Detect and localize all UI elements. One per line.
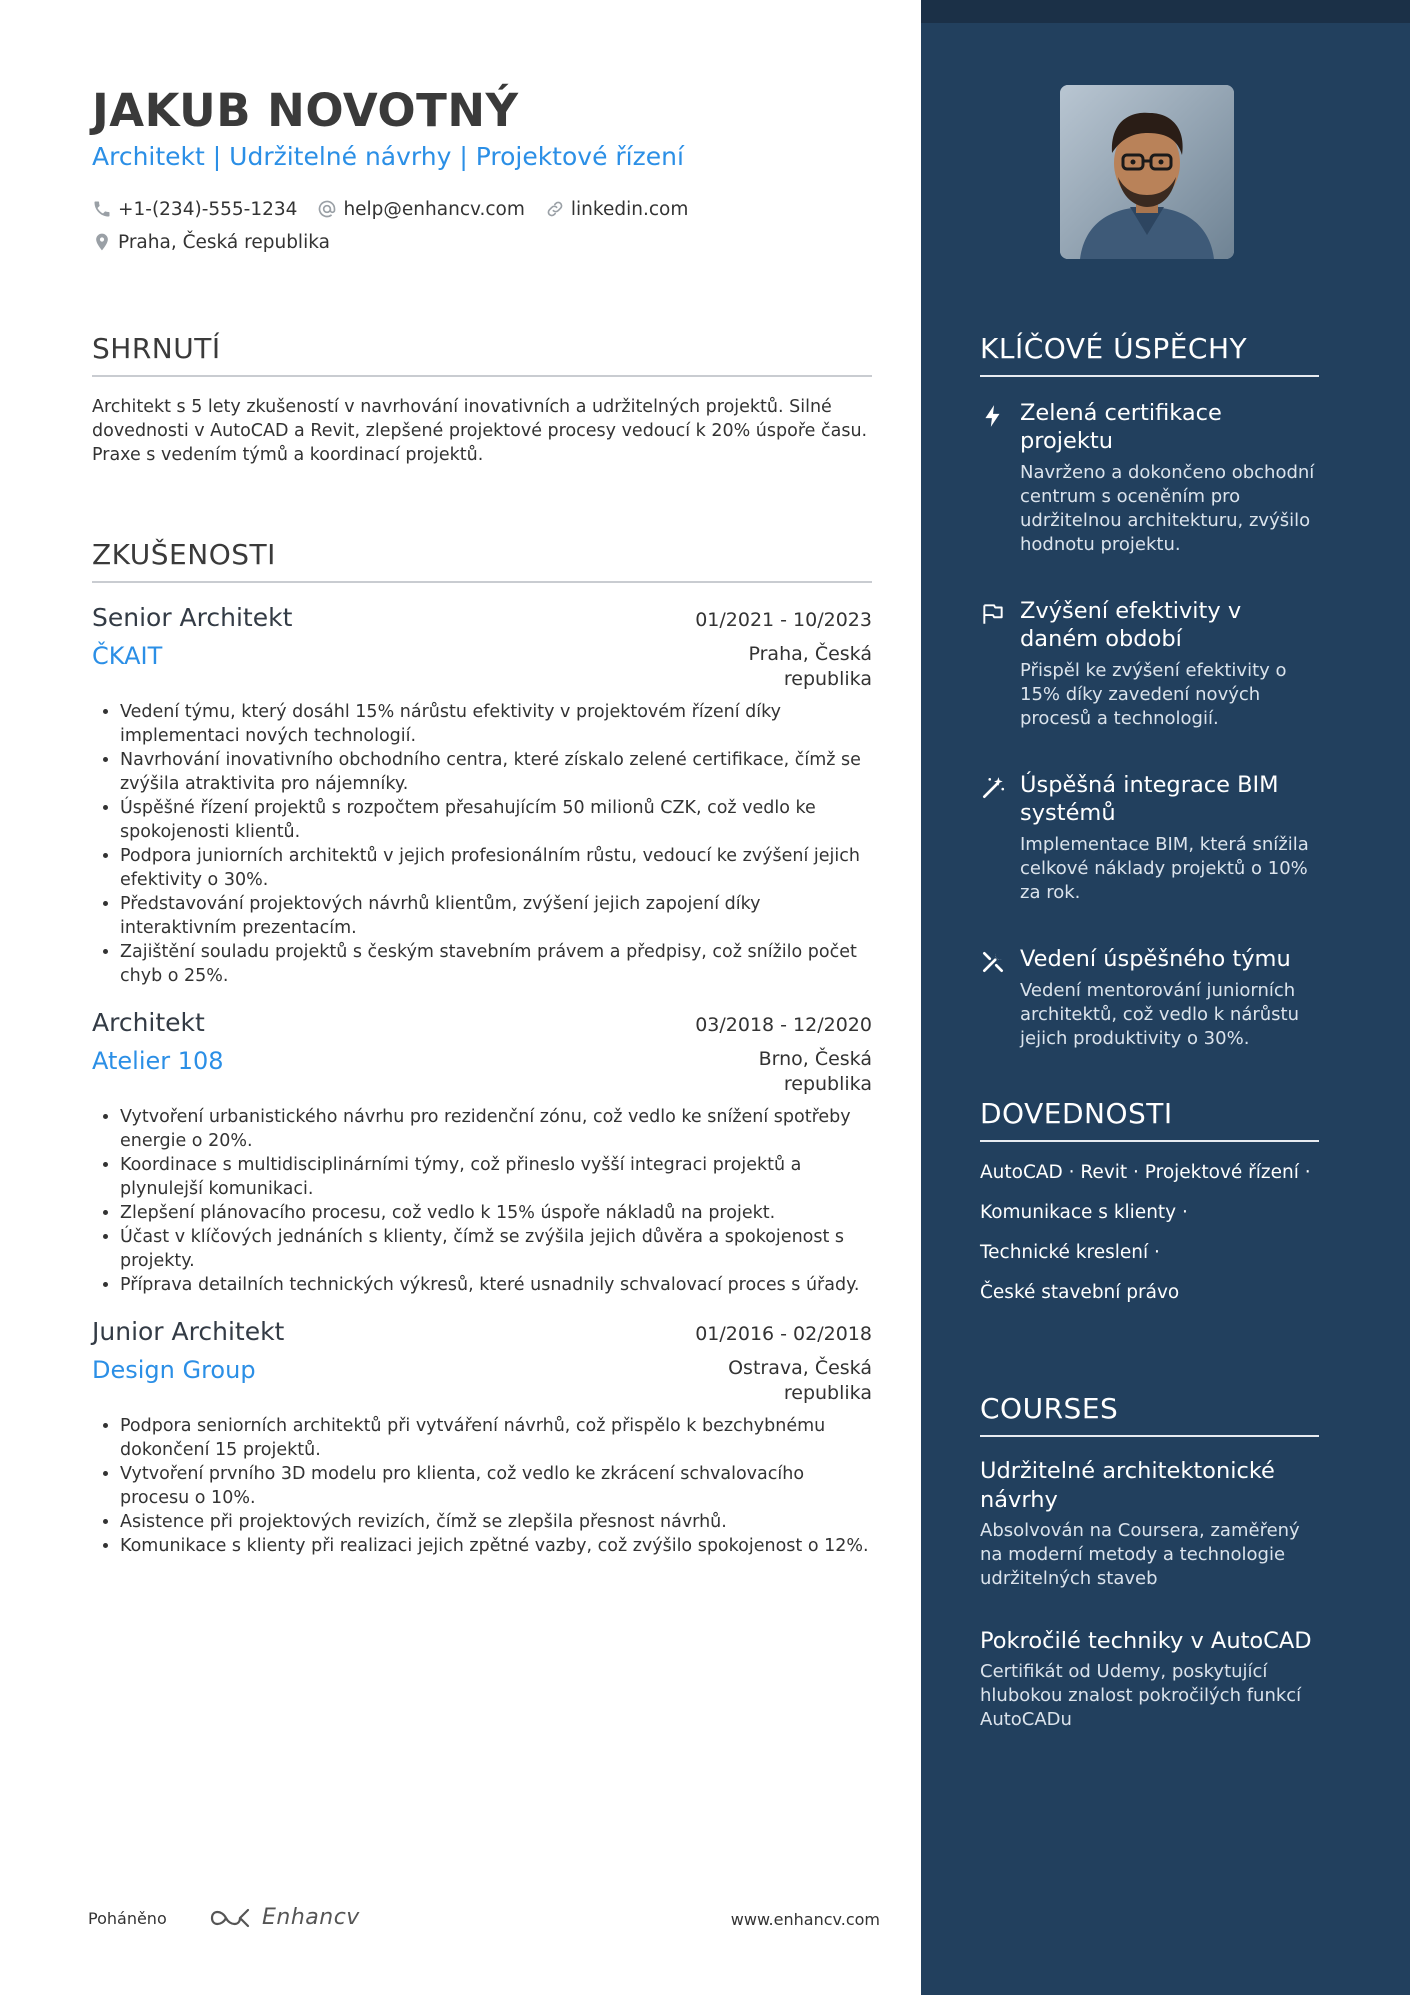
powered-by-label: Poháněno xyxy=(88,1909,167,1928)
experience-section xyxy=(92,538,872,1558)
course-title: Pokročilé techniky v AutoCAD xyxy=(980,1628,1312,1654)
at-icon xyxy=(317,199,337,219)
achievement-title: Vedení úspěšného týmu xyxy=(1020,946,1291,972)
headline: Architekt | Udržitelné návrhy | Projektové řízení xyxy=(92,142,684,171)
list-item: • Koordinace s multidisciplinárními týmy, což přineslo vyšší integraci projektů a plynulejší komunikaci. xyxy=(120,1153,872,1201)
job-location: Brno, Česká republika xyxy=(758,1048,872,1095)
job-title: Junior Architekt xyxy=(92,1317,285,1346)
achievement-title: Zvýšení efektivity v daném období xyxy=(1020,598,1242,652)
profile-photo xyxy=(1060,85,1234,259)
magic-wand-icon xyxy=(980,775,1006,801)
linkedin-text: linkedin.com xyxy=(570,198,689,220)
job-title: Architekt xyxy=(92,1008,205,1037)
skill-line: České stavební právo xyxy=(980,1282,1180,1303)
job-title: Senior Architekt xyxy=(92,603,293,632)
achievement-title: Zelená certifikace projektu xyxy=(1020,400,1222,454)
sidebar-top-band xyxy=(921,0,1410,23)
job-entry xyxy=(92,1008,872,1297)
skill-line: Technické kreslení · xyxy=(980,1242,1160,1263)
achievement-item xyxy=(980,771,1319,905)
list-item: • Zlepšení plánovacího procesu, což vedlo k 15% úspoře nákladů na projekt. xyxy=(120,1201,872,1225)
list-item: • Vytvoření urbanistického návrhu pro rezidenční zónu, což vedlo ke snížení spotřeby energie o 20%. xyxy=(120,1105,872,1153)
job-entry xyxy=(92,1317,872,1558)
achievement-desc: Navrženo a dokončeno obchodní centrum s oceněním pro udržitelnou architekturu, zvýšilo hodnotu projektu. xyxy=(1020,462,1315,555)
enhancv-logo[interactable] xyxy=(208,1905,360,1930)
linkedin-contact[interactable] xyxy=(545,199,688,220)
course-desc: Absolvován na Coursera, zaměřený na moderní metody a technologie udržitelných staveb xyxy=(980,1520,1300,1589)
list-item: • Účast v klíčových jednáních s klienty, čímž se zvýšila jejich důvěra a spokojenost s projekty. xyxy=(120,1225,872,1273)
job-dates: 01/2021 - 10/2023 xyxy=(695,609,872,631)
list-item: • Úspěšné řízení projektů s rozpočtem přesahujícím 50 milionů CZK, což vedlo ke spokojenosti klientů. xyxy=(120,796,872,844)
list-item: • Zajištění souladu projektů s českým stavebním právem a předpisy, což snížilo počet chyb o 25%. xyxy=(120,940,872,988)
list-item: • Představování projektových návrhů klientům, zvýšení jejich zapojení díky interaktivním prezentacím. xyxy=(120,892,872,940)
job-bullets xyxy=(92,1414,872,1558)
job-company: Design Group xyxy=(92,1356,256,1384)
phone-icon xyxy=(92,199,112,219)
achievements-title: KLÍČOVÉ ÚSPĚCHY xyxy=(980,332,1319,377)
list-item: • Podpora seniorních architektů při vytváření návrhů, což přispělo k bezchybnému dokončení 15 projektů. xyxy=(120,1414,872,1462)
courses-section xyxy=(980,1392,1319,1732)
skills-title: DOVEDNOSTI xyxy=(980,1097,1319,1142)
job-location: Praha, Česká republika xyxy=(748,643,872,690)
job-company: Atelier 108 xyxy=(92,1047,224,1075)
job-bullets xyxy=(92,700,872,988)
achievement-desc: Implementace BIM, která snížila celkové náklady projektů o 10% za rok. xyxy=(1020,834,1309,903)
list-item: • Komunikace s klienty při realizaci jejich zpětné vazby, což zvýšilo spokojenost o 12%. xyxy=(120,1534,872,1558)
summary-text: Architekt s 5 lety zkušeností v navrhování inovativních a udržitelných projektů. Silné dovednosti v AutoCAD a Revit, zlepšené projektové procesy vedoucí k 20% úspoře času. Praxe s vedením týmů a koordinací projektů. xyxy=(92,397,868,465)
achievement-desc: Vedení mentorování juniorních architektů, což vedlo k nárůstu jejich produktivity o 30%. xyxy=(1020,980,1300,1049)
summary-section xyxy=(92,332,872,467)
email-text: help@enhancv.com xyxy=(343,198,525,220)
experience-title: ZKUŠENOSTI xyxy=(92,538,872,583)
achievement-item xyxy=(980,399,1319,557)
course-item xyxy=(980,1457,1319,1591)
achievement-desc: Přispěl ke zvýšení efektivity o 15% díky zavedení nových procesů a technologií. xyxy=(1020,660,1287,729)
portrait-image xyxy=(1060,85,1234,259)
sidebar xyxy=(921,0,1410,1995)
job-company: ČKAIT xyxy=(92,642,163,670)
achievement-item xyxy=(980,597,1319,731)
job-bullets xyxy=(92,1105,872,1297)
course-title: Udržitelné architektonické návrhy xyxy=(980,1458,1275,1513)
location-contact xyxy=(92,232,330,253)
job-entry xyxy=(92,603,872,988)
contact-info xyxy=(92,196,872,262)
enhancv-logo-text: Enhancv xyxy=(262,1905,360,1930)
location-pin-icon xyxy=(92,232,112,252)
footer xyxy=(88,1905,880,1935)
email-contact[interactable] xyxy=(317,199,524,220)
flag-icon xyxy=(980,601,1006,627)
candidate-name: JAKUB NOVOTNÝ xyxy=(92,84,519,137)
course-desc: Certifikát od Udemy, poskytující hlubokou znalost pokročilých funkcí AutoCADu xyxy=(980,1661,1302,1730)
course-item xyxy=(980,1627,1319,1732)
tools-icon xyxy=(980,949,1006,975)
job-location: Ostrava, Česká republika xyxy=(728,1357,872,1404)
job-dates: 03/2018 - 12/2020 xyxy=(695,1014,872,1036)
list-item: • Asistence při projektových revizích, čímž se zlepšila přesnost návrhů. xyxy=(120,1510,872,1534)
list-item: • Vytvoření prvního 3D modelu pro klienta, což vedlo ke zkrácení schvalovacího procesu o 10%. xyxy=(120,1462,872,1510)
skills-list xyxy=(980,1162,1319,1322)
list-item: • Navrhování inovativního obchodního centra, které získalo zelené certifikace, čímž se zvýšila atraktivita pro nájemníky. xyxy=(120,748,872,796)
courses-title: COURSES xyxy=(980,1392,1319,1437)
list-item: • Podpora juniorních architektů v jejich profesionálním růstu, vedoucí ke zvýšení jejich efektivity o 30%. xyxy=(120,844,872,892)
achievement-title: Úspěšná integrace BIM systémů xyxy=(1020,772,1279,826)
skill-line: Komunikace s klienty · xyxy=(980,1202,1188,1223)
skills-section xyxy=(980,1097,1319,1322)
achievement-item xyxy=(980,945,1319,1051)
list-item: • Příprava detailních technických výkresů, které usnadnily schvalovací proces s úřady. xyxy=(120,1273,872,1297)
location-text: Praha, Česká republika xyxy=(118,231,330,253)
enhancv-link[interactable]: www.enhancv.com xyxy=(730,1910,880,1929)
list-item: • Vedení týmu, který dosáhl 15% nárůstu efektivity v projektovém řízení díky implementaci nových technologií. xyxy=(120,700,872,748)
skill-line: AutoCAD · Revit · Projektové řízení · xyxy=(980,1162,1311,1183)
job-dates: 01/2016 - 02/2018 xyxy=(695,1323,872,1345)
phone-contact[interactable] xyxy=(92,199,297,220)
achievements-section xyxy=(980,332,1319,1051)
summary-title: SHRNUTÍ xyxy=(92,332,872,377)
link-icon xyxy=(545,199,565,219)
lightning-icon xyxy=(980,403,1006,429)
phone-text: +1-(234)-555-1234 xyxy=(118,198,298,220)
enhancv-logo-icon xyxy=(208,1906,254,1930)
